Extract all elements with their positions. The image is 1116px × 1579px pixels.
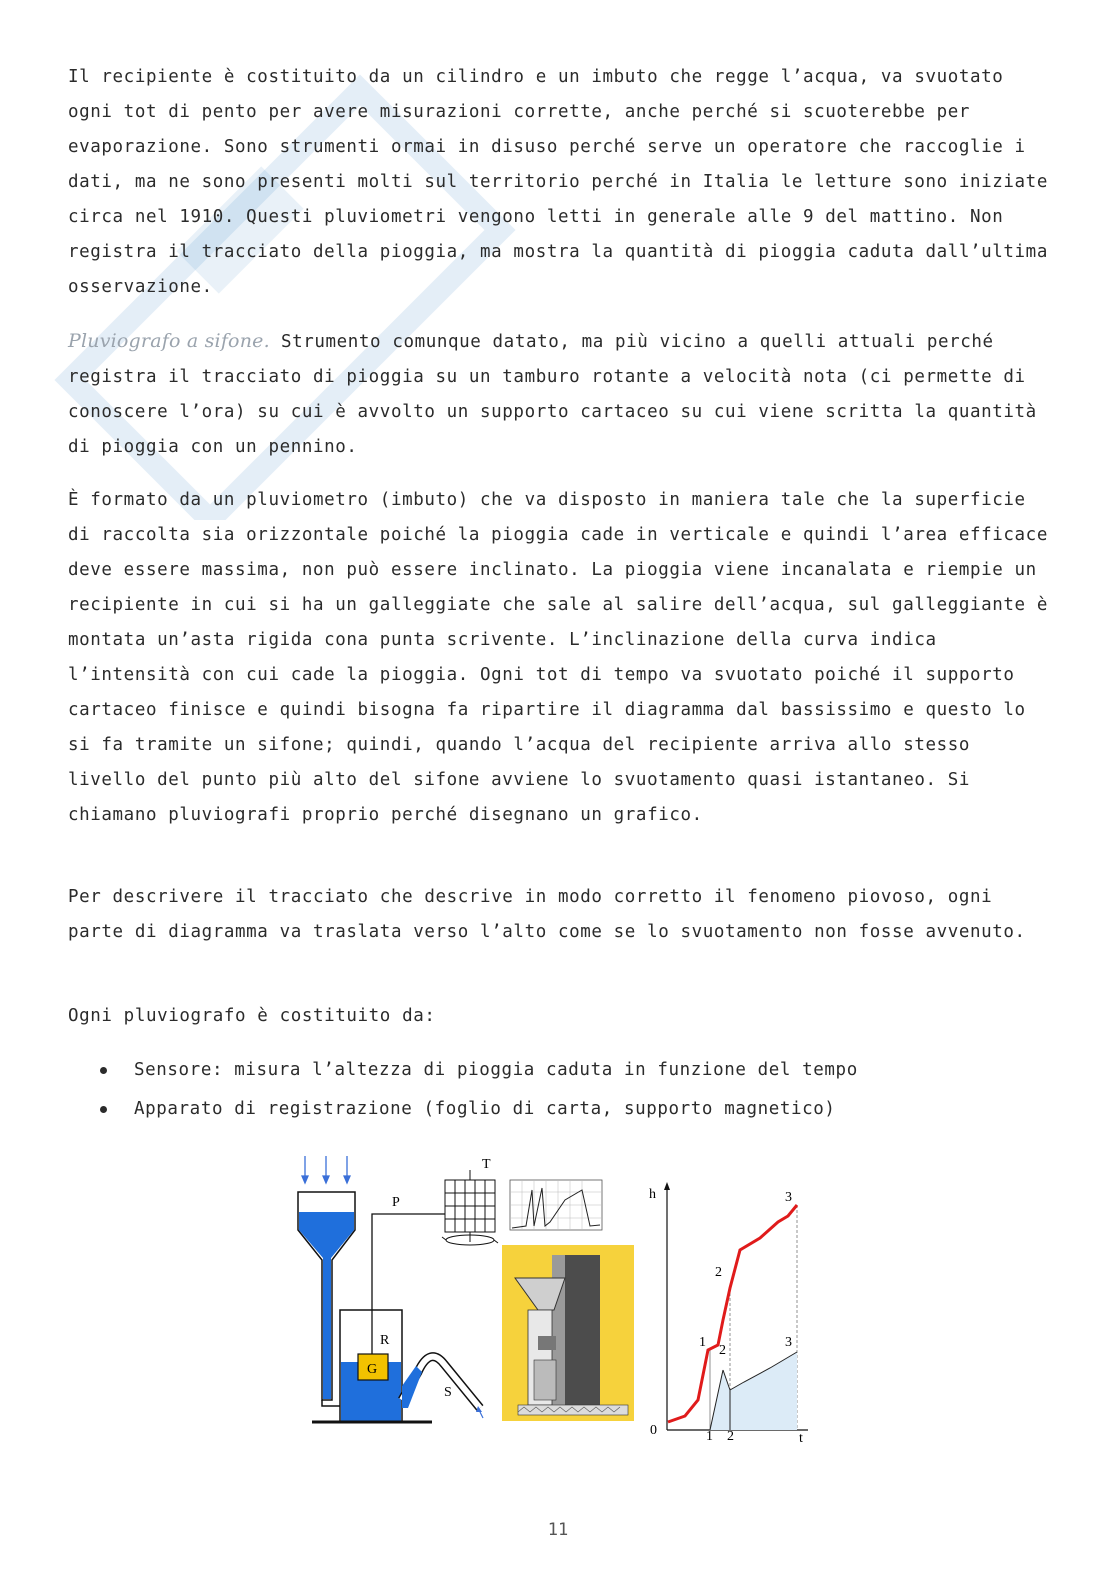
paragraph-pluviografo (68, 324, 1058, 465)
paragraph-3-text: È formato da un pluviometro (imbuto) che va disposto in maniera tale che la superficie di raccolta sia orizzontale poiché la pioggia cade in verticale e quindi l’area efficace deve essere massima, non può essere inclinato. La pioggia viene incanalata e riempie un recipiente in cui si ha un galleggiate che sale al salire dell’acqua, sul galleggiante è montata un’asta rigida cona punta scrivente. L’inclinazione della curva indica l’intensità con cui cade la pioggia. Ogni tot di tempo va svuotato poiché il supporto cartaceo finisce e quindi bisogna fa ripartire il diagramma dal bassissimo e questo lo si fa tramite un sifone; quindi, quando l’acqua del recipiente arriva allo stesso livello del punto più alto del sifone avviene lo svuotamento quasi istantaneo. Si chiamano pluviografi proprio perché disegnano un grafico. (68, 490, 1048, 825)
components-list (100, 1053, 1050, 1131)
paragraph-costituito (68, 999, 1058, 1034)
list-item-text: Apparato di registrazione (foglio di carta, supporto magnetico) (134, 1099, 836, 1119)
recorded-label-3: 3 (785, 1335, 792, 1350)
paragraph-2-text: Strumento comunque datato, ma più vicino a quelli attuali perché registra il tracciato di pioggia su un tamburo rotante a velocità nota (ci permette di conoscere l’ora) su cui è avvolto un supporto cartaceo su cui viene scritta la quantità di pioggia con un pennino. (68, 332, 1037, 457)
page-number: 11 (547, 1520, 569, 1540)
paragraph-descrivere (68, 880, 1058, 950)
list-item (100, 1053, 1050, 1092)
label-S: S (444, 1385, 452, 1400)
label-R: R (380, 1333, 390, 1348)
paragraph-formato (68, 483, 1058, 833)
rainfall-graph (649, 1182, 808, 1446)
list-item-text: Sensore: misura l’altezza di pioggia caduta in funzione del tempo (134, 1060, 858, 1080)
tank-icon (312, 1310, 483, 1422)
section-heading: Pluviografo a sifone. (68, 330, 270, 352)
bullet-icon (100, 1067, 107, 1074)
x-tick-2: 2 (727, 1429, 734, 1444)
x-tick-1: 1 (706, 1429, 713, 1444)
drum-icon (442, 1170, 498, 1245)
curve-label-2: 2 (715, 1265, 722, 1280)
label-G: G (367, 1362, 378, 1377)
paragraph-1-text: Il recipiente è costituito da un cilindro e un imbuto che regge l’acqua, va svuotato ogni tot di pento per avere misurazioni corrette, anche perché si scuoterebbe per evaporazione. Sono strumenti ormai in disuso perché serve un operatore che raccoglie i dati, ma ne sono presenti molti sul territorio perché in Italia le letture sono iniziate circa nel 1910. Questi pluviometri vengono letti in generale alle 9 del mattino. Non registra il tracciato della pioggia, ma mostra la quantità di pioggia caduta dall’ultima osservazione. (68, 67, 1048, 297)
paragraph-2-block (68, 324, 1058, 465)
paragraph-recipiente (68, 60, 1058, 305)
origin-label: 0 (650, 1423, 657, 1438)
curve-label-1: 1 (699, 1335, 706, 1350)
bullet-icon (100, 1106, 107, 1113)
axis-label-t: t (799, 1431, 803, 1446)
rain-arrows-icon (302, 1156, 350, 1183)
pluviograph-figure (290, 1150, 820, 1450)
recorded-label-2: 2 (719, 1343, 726, 1358)
label-T: T (482, 1157, 491, 1172)
list-item (100, 1092, 1050, 1131)
chart-strip-icon (510, 1180, 602, 1230)
paragraph-4-text: Per descrivere il tracciato che descrive in modo corretto il fenomeno piovoso, ogni parte di diagramma va traslata verso l’alto come se lo svuotamento non fosse avvenuto. (68, 887, 1026, 942)
pluviograph-photo (502, 1245, 634, 1421)
label-P: P (392, 1195, 400, 1210)
paragraph-5-text: Ogni pluviografo è costituito da: (68, 1006, 436, 1026)
axis-label-h: h (649, 1187, 656, 1202)
curve-label-3: 3 (785, 1190, 792, 1205)
